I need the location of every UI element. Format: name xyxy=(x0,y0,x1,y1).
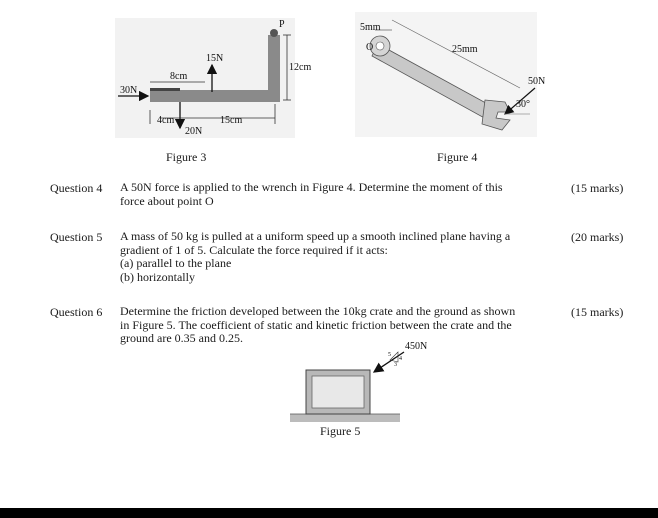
question-label: Question 4 xyxy=(50,181,103,195)
figure3-diagram xyxy=(115,18,311,138)
figure5-caption: Figure 5 xyxy=(320,424,361,438)
question-line: force about point O xyxy=(120,193,214,208)
fig3-label-15cm: 15cm xyxy=(220,115,243,126)
question-text xyxy=(120,181,566,208)
fig3-label-8cm: 8cm xyxy=(170,71,188,82)
question-label: Question 6 xyxy=(50,305,103,319)
fig4-label-o: O xyxy=(366,42,374,53)
question-line: (b) horizontally xyxy=(120,269,195,284)
fig5-label-ratio-5: 5 xyxy=(388,352,391,358)
figure4-caption: Figure 4 xyxy=(437,150,478,164)
question-marks: (15 marks) xyxy=(571,305,624,319)
question-text xyxy=(120,305,566,346)
fig3-label-12cm: 12cm xyxy=(289,62,312,73)
question-marks: (15 marks) xyxy=(571,181,624,195)
question-line: Determine the friction developed between the 10kg crate and the ground as shown xyxy=(120,304,516,318)
point-p-marker xyxy=(270,29,278,37)
question-text xyxy=(120,230,566,284)
fig4-label-angle: 30° xyxy=(516,99,530,110)
question-line: A mass of 50 kg is pulled at a uniform speed up a smooth inclined plane having a xyxy=(120,229,511,243)
bottom-black-bar xyxy=(0,508,658,518)
figure5-diagram xyxy=(290,341,427,422)
fig3-label-15n: 15N xyxy=(206,53,224,64)
fig5-label-ratio-4: 4 xyxy=(399,356,402,362)
question-line: gradient of 1 of 5. Calculate the force required if it acts: xyxy=(120,242,388,257)
question-label: Question 5 xyxy=(50,230,103,244)
figure3-caption: Figure 3 xyxy=(166,150,207,164)
question-line: in Figure 5. The coefficient of static and kinetic friction between the crate and the xyxy=(120,317,512,332)
fig5-label-ratio-3: 3 xyxy=(394,362,397,368)
fig3-label-30n: 30N xyxy=(120,85,138,96)
fig3-label-20n: 20N xyxy=(185,126,203,137)
question-line: A 50N force is applied to the wrench in Figure 4. Determine the moment of this xyxy=(120,180,503,194)
question-line: (a) parallel to the plane xyxy=(120,256,232,270)
fig3-label-4cm: 4cm xyxy=(157,115,175,126)
fig4-label-25mm: 25mm xyxy=(452,44,478,55)
question-line: ground are 0.35 and 0.25. xyxy=(120,331,243,345)
fig3-label-p: P xyxy=(279,19,285,30)
fig4-label-50n: 50N xyxy=(528,76,546,87)
fig4-label-5mm: 5mm xyxy=(360,22,381,33)
figure4-diagram xyxy=(355,12,545,137)
question-marks: (20 marks) xyxy=(571,230,624,244)
fig5-label-450n: 450N xyxy=(405,341,428,352)
